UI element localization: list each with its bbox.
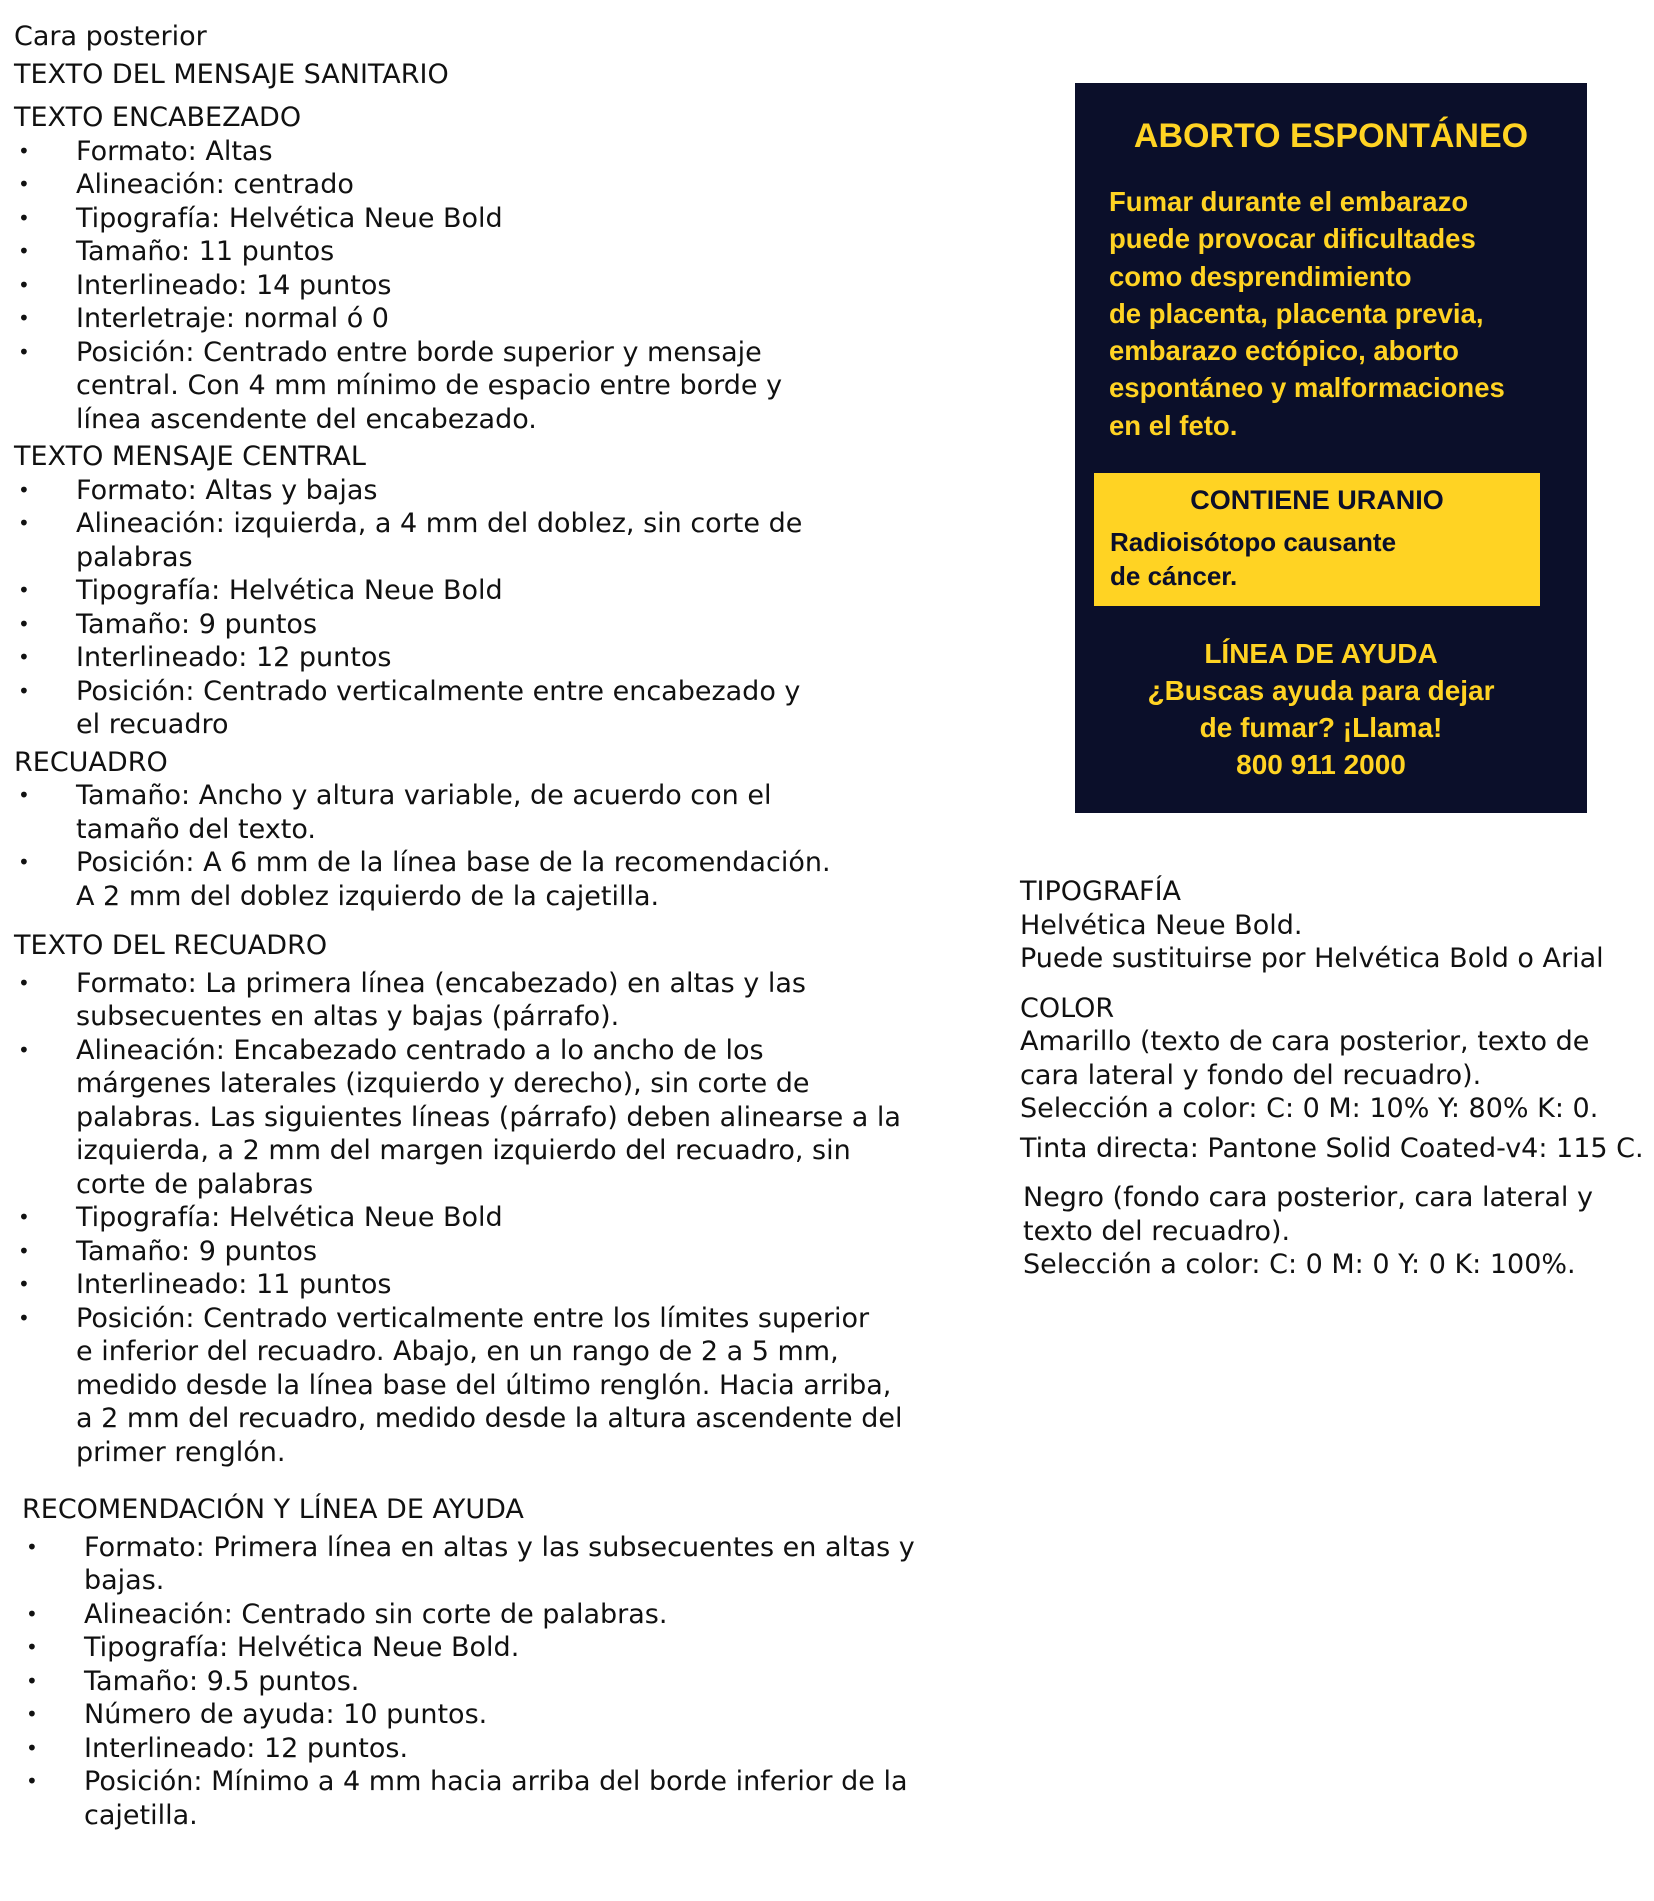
list-item: • Tamaño: 9.5 puntos. <box>22 1665 954 1699</box>
pantone-note: Tinta directa: Pantone Solid Coated-v4: 115 C. <box>1020 1132 1644 1164</box>
list-encabezado <box>14 135 954 437</box>
document-title: TEXTO DEL MENSAJE SANITARIO <box>14 58 449 90</box>
section-title-texto-recuadro: TEXTO DEL RECUADRO <box>14 930 328 961</box>
warning-heading: ABORTO ESPONTÁNEO <box>1133 117 1529 155</box>
list-item: • Tipografía: Helvética Neue Bold. <box>22 1631 954 1665</box>
section-title-mensaje-central: TEXTO MENSAJE CENTRAL <box>14 441 366 472</box>
list-item: • Formato: Primera línea en altas y las subsecuentes en altas y bajas. <box>22 1531 954 1598</box>
list-item: • Posición: Centrado verticalmente entre los límites superior e inferior del recuadro. Abajo, en un rango de 2 a 5 mm, medido desde la línea base del último renglón. Hacia arriba, a 2 mm del recuadro, medido desde la altura ascendente del primer renglón. <box>14 1302 954 1470</box>
health-warning-panel <box>1075 83 1587 813</box>
list-mensaje-central <box>14 474 954 742</box>
list-item: • Posición: Centrado entre borde superior y mensaje central. Con 4 mm mínimo de espacio entre borde y línea ascendente del encabezado. <box>14 336 954 437</box>
warning-recuadro <box>1094 473 1540 606</box>
list-item: • Interlineado: 12 puntos. <box>22 1732 954 1766</box>
list-item: • Alineación: izquierda, a 4 mm del doblez, sin corte de palabras <box>14 507 954 574</box>
list-item: • Interlineado: 14 puntos <box>14 269 954 303</box>
list-item: • Formato: La primera línea (encabezado) en altas y las subsecuentes en altas y bajas (párrafo). <box>14 967 954 1034</box>
list-item: • Tamaño: 9 puntos <box>14 1235 954 1269</box>
recomendacion-block <box>14 1493 954 1832</box>
side-label: Cara posterior <box>14 21 207 52</box>
section-title-encabezado: TEXTO ENCABEZADO <box>14 102 302 133</box>
list-item: • Número de ayuda: 10 puntos. <box>22 1698 954 1732</box>
list-item: • Alineación: Encabezado centrado a lo ancho de los márgenes laterales (izquierdo y derecho), sin corte de palabras. Las siguientes líneas (párrafo) deben alinearse a la izquierda, a 2 mm del margen izquierdo del recuadro, sin corte de palabras <box>14 1034 954 1202</box>
list-item: • Tipografía: Helvética Neue Bold <box>14 574 954 608</box>
helpline-heading: LÍNEA DE AYUDA <box>1204 638 1438 669</box>
spec-column <box>14 20 954 1832</box>
list-item: • Alineación: Centrado sin corte de palabras. <box>22 1598 954 1632</box>
black-color-note: Negro (fondo cara posterior, cara lateral y texto del recuadro). Selección a color: C: 0 M: 0 Y: 0 K: 100%. <box>1023 1182 1593 1280</box>
section-title-recomendacion: RECOMENDACIÓN Y LÍNEA DE AYUDA <box>22 1494 524 1525</box>
helpline-block: LÍNEA DE AYUDA ¿Buscas ayuda para dejar de fumar? ¡Llama! 800 911 2000 <box>1075 635 1567 783</box>
list-item: • Interlineado: 11 puntos <box>14 1268 954 1302</box>
list-item: • Tamaño: 9 puntos <box>14 608 954 642</box>
list-recuadro <box>14 779 954 913</box>
list-item: • Tamaño: Ancho y altura variable, de acuerdo con el tamaño del texto. <box>14 779 954 846</box>
list-recomendacion <box>22 1531 954 1833</box>
recuadro-text: Radioisótopo causante de cáncer. <box>1110 527 1397 591</box>
warning-message: Fumar durante el embarazo puede provocar dificultades como desprendimiento de placenta, placenta previa, embarazo ectópico, aborto espontáneo y malformaciones en el feto. <box>1109 186 1505 441</box>
list-item: • Posición: Mínimo a 4 mm hacia arriba del borde inferior de la cajetilla. <box>22 1765 954 1832</box>
list-item: • Tipografía: Helvética Neue Bold <box>14 202 954 236</box>
list-item: • Interletraje: normal ó 0 <box>14 302 954 336</box>
list-item: • Tamaño: 11 puntos <box>14 235 954 269</box>
list-item: • Tipografía: Helvética Neue Bold <box>14 1201 954 1235</box>
helpline-number: 800 911 2000 <box>1236 749 1406 780</box>
typography-title: TIPOGRAFÍA <box>1020 876 1182 907</box>
list-item: • Formato: Altas y bajas <box>14 474 954 508</box>
list-texto-recuadro <box>14 967 954 1470</box>
recuadro-heading: CONTIENE URANIO <box>1190 485 1444 515</box>
list-item: • Formato: Altas <box>14 135 954 169</box>
typography-color-notes: TIPOGRAFÍA Helvética Neue Bold. Puede sustituirse por Helvética Bold o Arial COLOR Amarillo (texto de cara posterior, texto de cara lateral y fondo del recuadro). Selección a color: C: 0 M: 10% Y: 80% K: 0. Tinta directa: Pantone Solid Coated-v4: 115 C. Negro (fondo cara posterior, cara lateral y texto del recuadro). Selección a color: C: 0 M: 0 Y: 0 K: 100%. <box>1020 876 1644 1280</box>
color-title: COLOR <box>1020 992 1115 1024</box>
list-item: • Alineación: centrado <box>14 168 954 202</box>
section-title-recuadro: RECUADRO <box>14 746 168 778</box>
list-item: • Interlineado: 12 puntos <box>14 641 954 675</box>
list-item: • Posición: Centrado verticalmente entre encabezado y el recuadro <box>14 675 954 742</box>
list-item: • Posición: A 6 mm de la línea base de la recomendación. A 2 mm del doblez izquierdo de la cajetilla. <box>14 846 954 913</box>
